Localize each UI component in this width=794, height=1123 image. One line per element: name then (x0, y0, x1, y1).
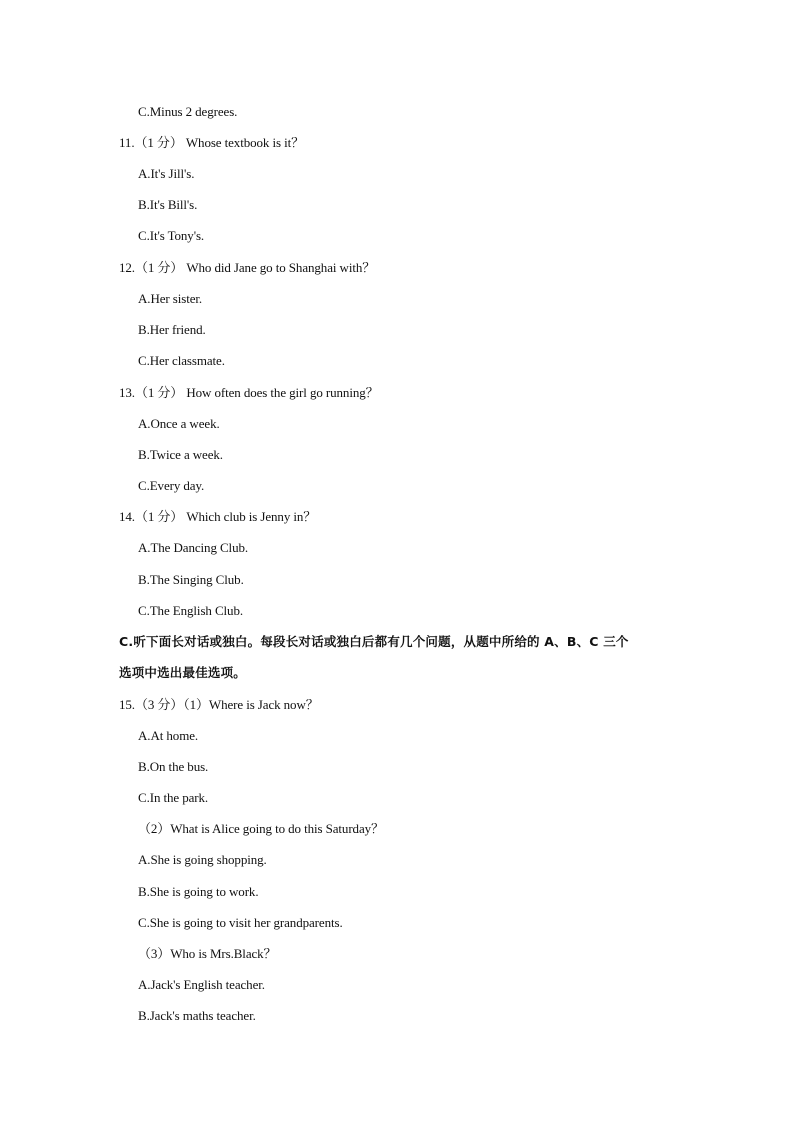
q14-option-b: B.The Singing Club. (138, 572, 244, 587)
q10-option-c: C.Minus 2 degrees. (138, 104, 238, 119)
q13-option-a: A.Once a week. (138, 416, 220, 431)
q14-question: 14.（1 分） Which club is Jenny in？ (119, 509, 317, 524)
q15-1-option-b: B.On the bus. (138, 759, 209, 774)
q13-option-c: C.Every day. (138, 478, 205, 493)
q11-option-a: A.It's Jill's. (138, 166, 195, 181)
q11-option-b: B.It's Bill's. (138, 197, 198, 212)
q15-1-option-a: A.At home. (138, 728, 199, 743)
q15-2-option-c: C.She is going to visit her grandparents. (138, 915, 343, 930)
q15-3-option-b: B.Jack's maths teacher. (138, 1008, 256, 1023)
q15-question-3: （3）Who is Mrs.Black？ (138, 946, 277, 961)
q15-2-option-b: B.She is going to work. (138, 884, 259, 899)
q14-option-a: A.The Dancing Club. (138, 540, 249, 555)
q12-question: 12.（1 分） Who did Jane go to Shanghai with？ (119, 260, 376, 275)
q15-question-2: （2）What is Alice going to do this Saturday？ (138, 821, 384, 836)
q11-option-c: C.It's Tony's. (138, 228, 205, 243)
q15-1-option-c: C.In the park. (138, 790, 209, 805)
q15-2-option-a: A.She is going shopping. (138, 852, 267, 867)
q15-3-option-a: A.Jack's English teacher. (138, 977, 265, 992)
q14-option-c: C.The English Club. (138, 603, 243, 618)
q15-question-1: 15.（3 分）（1）Where is Jack now？ (119, 697, 319, 712)
q12-option-b: B.Her friend. (138, 322, 206, 337)
q12-option-a: A.Her sister. (138, 291, 203, 306)
section-c-instructions: C.听下面长对话或独白。每段长对话或独白后都有几个问题，从题中所给的 A、B、C 三个 (119, 634, 629, 649)
section-c-instructions-cont: 选项中选出最佳选项。 (119, 665, 247, 680)
q12-option-c: C.Her classmate. (138, 353, 225, 368)
q13-question: 13.（1 分） How often does the girl go running？ (119, 385, 379, 400)
q11-question: 11.（1 分） Whose textbook is it？ (119, 135, 305, 150)
q13-option-b: B.Twice a week. (138, 447, 223, 462)
